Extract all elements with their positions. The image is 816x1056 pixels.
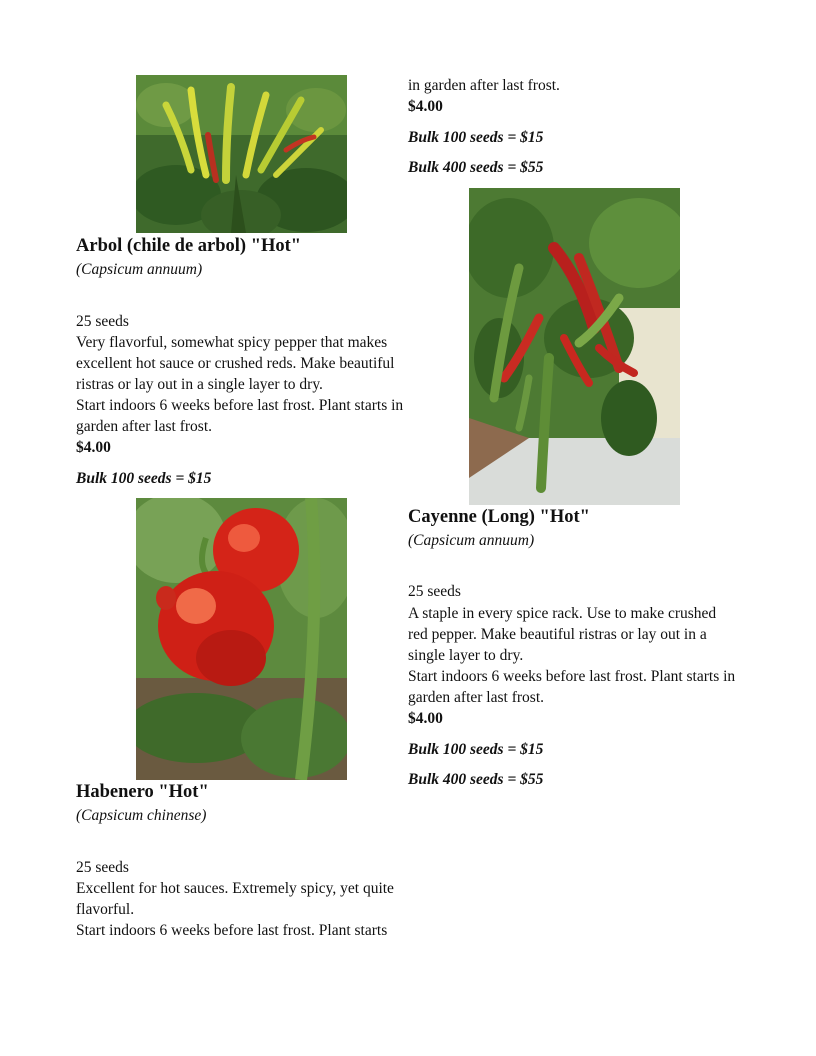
- cayenne-planting: Start indoors 6 weeks before last frost. Plant starts in garden after last frost.: [408, 668, 736, 706]
- cayenne-description: A staple in every spice rack. Use to make crushed red pepper. Make beautiful ristras or lay out in a single layer to dry.: [408, 605, 717, 664]
- arbol-price: $4.00: [76, 439, 111, 456]
- cayenne-pepper-photo: [469, 188, 680, 505]
- habenero-planting: Start indoors 6 weeks before last frost. Plant starts: [76, 922, 388, 939]
- cayenne-latin-name: (Capsicum annuum): [408, 532, 535, 549]
- arbol-planting: Start indoors 6 weeks before last frost. Plant starts in garden after last frost.: [76, 397, 404, 435]
- habenero-title: Habenero "Hot": [76, 782, 209, 802]
- cayenne-bulk-100: Bulk 100 seeds = $15: [408, 741, 544, 758]
- cayenne-price: $4.00: [408, 710, 443, 727]
- arbol-description: Very flavorful, somewhat spicy pepper that makes excellent hot sauce or crushed reds. Make beautiful ristras or lay out in a single layer to dry.: [76, 334, 395, 393]
- cayenne-bulk-400: Bulk 400 seeds = $55: [408, 771, 544, 788]
- arbol-pepper-photo: [136, 75, 347, 233]
- arbol-seed-count: 25 seeds: [76, 313, 129, 330]
- cayenne-title: Cayenne (Long) "Hot": [408, 507, 590, 527]
- habenero-latin-name: (Capsicum chinense): [76, 807, 207, 824]
- cayenne-seed-count: 25 seeds: [408, 583, 461, 600]
- arbol-bulk-100: Bulk 100 seeds = $15: [76, 470, 212, 487]
- habenero-seed-count: 25 seeds: [76, 859, 129, 876]
- cont-bulk-100: Bulk 100 seeds = $15: [408, 129, 544, 146]
- arbol-title: Arbol (chile de arbol) "Hot": [76, 236, 302, 256]
- cont-price: $4.00: [408, 98, 443, 115]
- habenero-description: Excellent for hot sauces. Extremely spicy, yet quite flavorful.: [76, 880, 394, 918]
- cont-bulk-400: Bulk 400 seeds = $55: [408, 159, 544, 176]
- arbol-latin-name: (Capsicum annuum): [76, 261, 203, 278]
- habenero-pepper-photo: [136, 498, 347, 780]
- cont-text: in garden after last frost.: [408, 77, 560, 94]
